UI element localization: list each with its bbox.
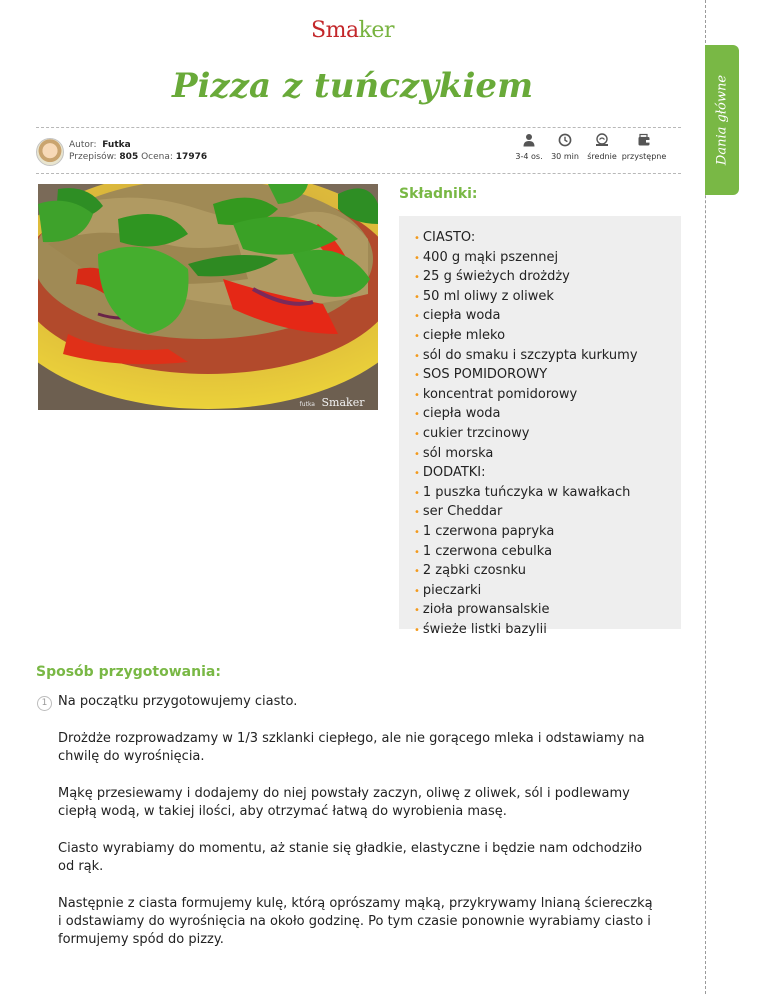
author-label: Autor:: [69, 140, 97, 150]
ingredient-item: • pieczarki: [414, 582, 638, 602]
time-text: 30 min: [551, 152, 579, 161]
ingredient-item: • SOS POMIDOROWY: [414, 366, 638, 386]
photo-watermark-user: futka: [299, 401, 315, 408]
servings-text: 3-4 os.: [515, 152, 543, 161]
preparation-steps: [58, 693, 658, 968]
step-paragraph: Drożdże rozprowadzamy w 1/3 szklanki ciepłego, ale nie gorącego mleka i odstawiamy na chwilę do wyrośnięcia.: [58, 731, 645, 764]
difficulty-text: średnie: [587, 152, 617, 161]
meta-time: [549, 133, 581, 161]
category-tab[interactable]: [705, 45, 739, 195]
author-info: [69, 139, 207, 163]
ingredient-item: • 400 g mąki pszennej: [414, 249, 638, 269]
ingredient-item: • sól morska: [414, 445, 638, 465]
recipes-count: 805: [119, 152, 139, 162]
ingredient-item: • ciepłe mleko: [414, 327, 638, 347]
ingredient-item: • CIASTO:: [414, 229, 638, 249]
recipe-title: Pizza z tuńczykiem: [171, 66, 534, 106]
ingredient-item: • 1 czerwona papryka: [414, 523, 638, 543]
ingredient-item: • ciepła woda: [414, 405, 638, 425]
cost-text: przystępne: [621, 152, 667, 161]
ingredient-item: • ser Cheddar: [414, 503, 638, 523]
ingredient-item: • 2 ząbki czosnku: [414, 562, 638, 582]
step-paragraph: Na początku przygotowujemy ciasto.: [58, 694, 298, 709]
divider-top: [36, 127, 681, 128]
recipe-photo[interactable]: [38, 184, 378, 410]
category-tab-label: Dania główne: [714, 74, 730, 166]
brand-logo[interactable]: [0, 18, 705, 43]
meta-servings: [512, 133, 546, 161]
author-avatar[interactable]: [36, 138, 64, 166]
brand-logo-part2: ker: [358, 18, 394, 43]
ingredient-item: • zioła prowansalskie: [414, 601, 638, 621]
ingredients-list: [414, 229, 638, 640]
clock-icon: [558, 133, 572, 147]
photo-watermark: Smaker: [321, 396, 365, 409]
pizza-image: [38, 184, 378, 410]
step-paragraph: Mąkę przesiewamy i dodajemy do niej powstały zaczyn, oliwę z oliwek, sól i podlewamy ciepłą wodą, w takiej ilości, aby otrzymać łatwą do wyrobienia masę.: [58, 786, 630, 819]
ingredient-item: • 1 puszka tuńczyka w kawałkach: [414, 484, 638, 504]
recipes-label: Przepisów:: [69, 152, 117, 162]
preparation-heading: Sposób przygotowania:: [36, 664, 221, 680]
step-paragraph: Ciasto wyrabiamy do momentu, aż stanie się gładkie, elastyczne i będzie nam odchodziło od rąk.: [58, 841, 643, 874]
wallet-icon: [637, 133, 651, 147]
ingredient-item: • DODATKI:: [414, 464, 638, 484]
ingredient-item: • koncentrat pomidorowy: [414, 386, 638, 406]
ingredients-box: [399, 216, 681, 637]
ingredient-item: • 1 czerwona cebulka: [414, 543, 638, 563]
step-number-badge: 1: [37, 696, 52, 711]
person-icon: [522, 133, 536, 147]
ingredient-item: • 25 g świeżych drożdży: [414, 268, 638, 288]
divider-bottom: [36, 173, 681, 174]
meta-cost: [621, 133, 667, 161]
ingredients-heading: Składniki:: [399, 186, 478, 202]
step-paragraph: Następnie z ciasta formujemy kulę, którą oprószamy mąką, przykrywamy lnianą ściereczką i odstawiamy do wyrośnięcia na około godzinę. Po tym czasie ponownie wyrabiamy ciasto i formujemy spód do pizzy.: [58, 896, 653, 947]
brand-logo-part1: Sma: [311, 18, 359, 43]
rating-value: 17976: [175, 152, 208, 162]
ingredient-item: • świeże listki bazylii: [414, 621, 638, 641]
rating-label: Ocena:: [141, 152, 173, 162]
chef-hat-icon: [594, 133, 610, 147]
ingredient-item: • 50 ml oliwy z oliwek: [414, 288, 638, 308]
author-name[interactable]: Futka: [102, 140, 131, 150]
ingredient-item: • ciepła woda: [414, 307, 638, 327]
ingredient-item: • sól do smaku i szczypta kurkumy: [414, 347, 638, 367]
meta-difficulty: [585, 133, 619, 161]
ingredient-item: • cukier trzcinowy: [414, 425, 638, 445]
